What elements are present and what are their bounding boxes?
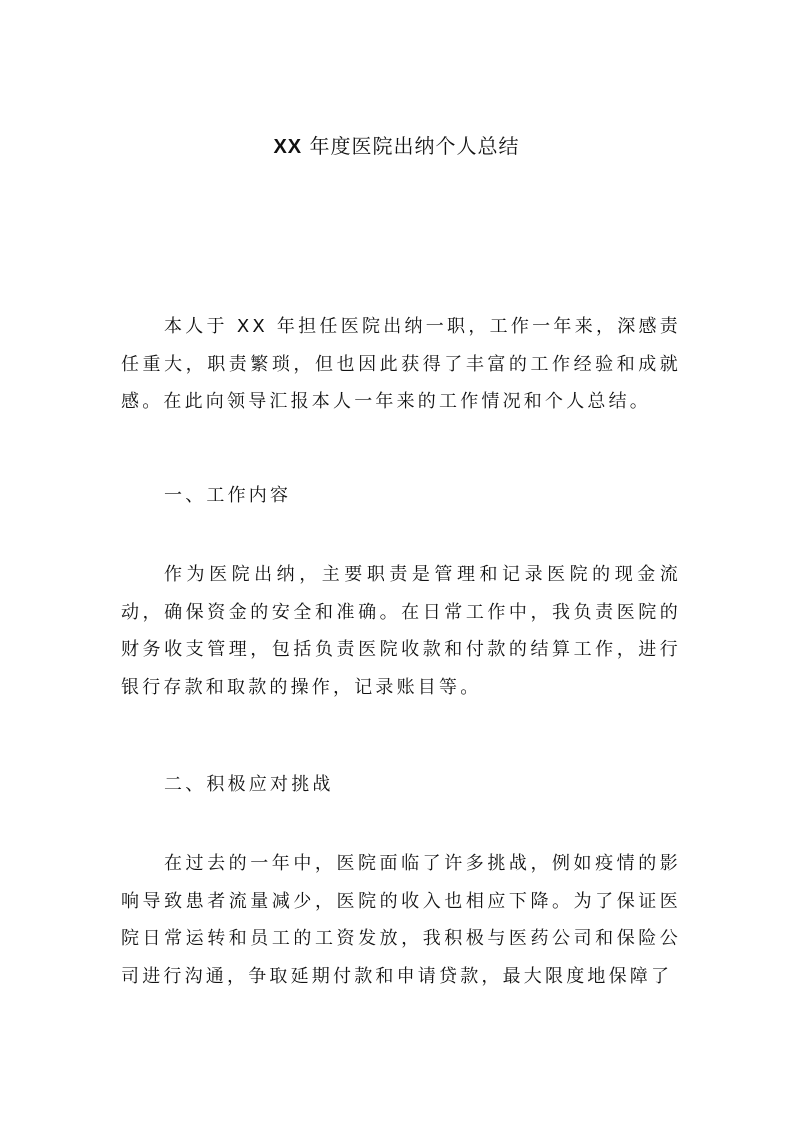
section-heading-challenges: 二、积极应对挑战 (164, 774, 334, 795)
title-year-placeholder: XX (273, 136, 303, 158)
intro-paragraph: 本人于 XX 年担任医院出纳一职，工作一年来，深感责任重大，职责繁琐，但也因此获得了丰富的工作经验和成就感。在此向领导汇报本人一年来的工作情况和个人总结。 (121, 316, 681, 412)
section-heading-work-content: 一、工作内容 (164, 485, 292, 506)
title-text: 年度医院出纳个人总结 (302, 134, 520, 158)
work-content-paragraph: 作为医院出纳，主要职责是管理和记录医院的现金流动，确保资金的安全和准确。在日常工作中，我负责医院的财务收支管理，包括负责医院收款和付款的结算工作，进行银行存款和取款的操作，记录账目等。 (121, 564, 681, 698)
challenges-paragraph: 在过去的一年中，医院面临了许多挑战，例如疫情的影响导致患者流量减少，医院的收入也相应下降。为了保证医院日常运转和员工的工资发放，我积极与医药公司和保险公司进行沟通，争取延期付款和申请贷款，最大限度地保障了 (121, 853, 681, 987)
document-title (0, 130, 793, 159)
